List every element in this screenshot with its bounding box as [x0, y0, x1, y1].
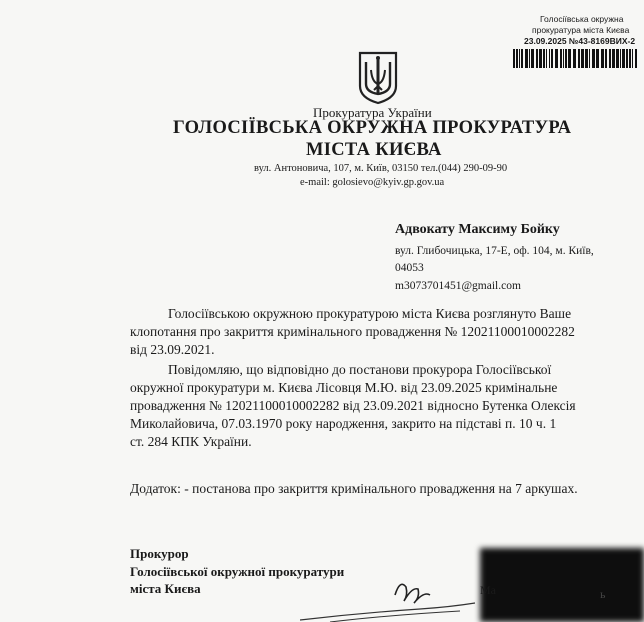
handwritten-signature	[300, 565, 500, 622]
signer-title-2: Голосіївської окружної прокуратури	[130, 564, 345, 579]
stamp-line-2: прокуратура міста Києва	[532, 25, 630, 35]
recipient-name: Адвокату Максиму Бойку	[395, 222, 560, 237]
org-name-line-2: МІСТА КИЄВА	[306, 140, 442, 160]
attachment-note: Додаток: - постанова про закриття кримінального провадження на 7 аркушах.	[130, 481, 578, 496]
recipient-email: m3073701451@gmail.com	[395, 280, 521, 292]
org-name-line-1: ГОЛОСІЇВСЬКА ОКРУЖНА ПРОКУРАТУРА	[173, 118, 572, 138]
barcode	[513, 49, 639, 68]
signer-name-end: ь	[600, 587, 606, 601]
paragraph-2-line-2: окружної прокуратури м. Києва Лісовця М.Ю. від 23.09.2025 кримінальне	[130, 380, 558, 395]
paragraph-1-line-1: Голосіївською окружною прокуратурою міста Києва розглянуто Ваше	[168, 306, 572, 321]
signer-title-1: Прокурор	[130, 546, 189, 561]
org-parent: Прокуратура України	[313, 105, 432, 120]
org-address: вул. Антоновича, 107, м. Київ, 03150 тел.(044) 290-09-90	[254, 163, 508, 174]
recipient-address-1: вул. Глибочицька, 17-Е, оф. 104, м. Київ,	[395, 245, 594, 257]
signer-title-3: міста Києва	[130, 581, 201, 596]
paragraph-2-line-4: Миколайовича, 07.03.1970 року народження, закрито на підставі п. 10 ч. 1	[130, 416, 557, 431]
stamp-number: 23.09.2025 №43-8169ВИХ-2	[524, 36, 636, 46]
signer-name-partial: Ма	[480, 583, 496, 597]
paragraph-2-line-5: ст. 284 КПК України.	[130, 434, 252, 449]
redacted-area	[480, 548, 644, 622]
paragraph-2-line-3: провадження № 12021100010002282 від 23.09.2021 відносно Бутенка Олексія	[130, 398, 576, 413]
paragraph-1-line-2: клопотання про закриття кримінального провадження № 12021100010002282	[130, 324, 575, 339]
paragraph-2-line-1: Повідомляю, що відповідно до постанови прокурора Голосіївської	[168, 362, 552, 377]
org-email: e-mail: golosievo@kyiv.gp.gov.ua	[300, 177, 445, 188]
stamp-line-1: Голосіївська окружна	[540, 14, 624, 24]
coat-of-arms-icon	[357, 50, 399, 105]
recipient-address-2: 04053	[395, 262, 424, 274]
paragraph-1-line-3: від 23.09.2021.	[130, 342, 215, 357]
